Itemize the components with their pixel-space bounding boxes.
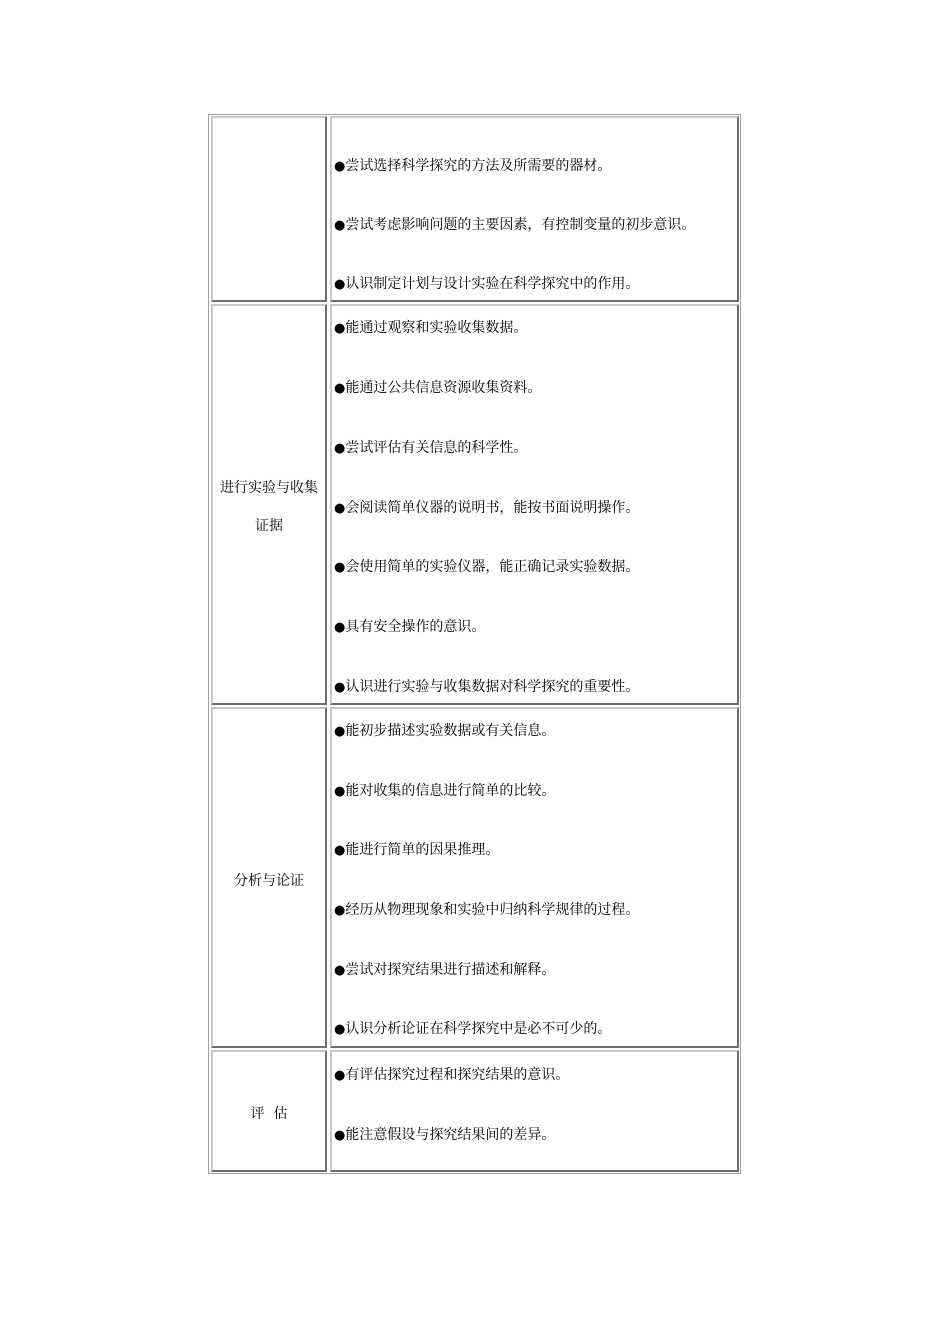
standards-table <box>208 114 741 1174</box>
bullet-icon: ● <box>334 1128 346 1143</box>
bullet-icon: ● <box>334 843 346 858</box>
item-text: 能进行简单的因果推理。 <box>345 842 500 858</box>
list-item <box>334 781 555 802</box>
item-text: 能通过观察和实验收集数据。 <box>345 320 528 336</box>
row-label-cell <box>211 707 327 1048</box>
item-text: 具有安全操作的意识。 <box>345 619 486 635</box>
row-label-cell <box>211 1050 327 1172</box>
list-item <box>334 557 639 578</box>
item-text: 有评估探究过程和探究结果的意识。 <box>345 1067 570 1083</box>
item-text: 能通过公共信息资源收集资料。 <box>345 380 542 396</box>
bullet-icon: ● <box>334 277 346 292</box>
row-label: 进行实验与收集 证据 <box>220 480 318 534</box>
item-text: 能注意假设与探究结果间的差异。 <box>345 1127 556 1143</box>
item-text: 会阅读简单仪器的说明书，能按书面说明操作。 <box>345 500 640 516</box>
list-item <box>334 156 611 177</box>
item-text: 尝试对探究结果进行描述和解释。 <box>345 962 556 978</box>
bullet-icon: ● <box>334 321 346 336</box>
item-text: 尝试评估有关信息的科学性。 <box>345 440 528 456</box>
row-content-cell <box>330 707 739 1048</box>
list-item <box>334 1125 555 1146</box>
row-content-cell <box>330 304 739 705</box>
bullet-icon: ● <box>334 159 346 174</box>
row-label: 评 估 <box>250 1106 288 1122</box>
bullet-icon: ● <box>334 963 346 978</box>
bullet-icon: ● <box>334 724 346 739</box>
bullet-icon: ● <box>334 784 346 799</box>
list-item <box>334 617 485 638</box>
list-item <box>334 1019 611 1040</box>
list-item <box>334 721 555 742</box>
bullet-icon: ● <box>334 560 346 575</box>
list-item <box>334 960 555 981</box>
list-item <box>334 318 527 339</box>
list-item <box>334 378 541 399</box>
item-text: 认识制定计划与设计实验在科学探究中的作用。 <box>345 276 640 292</box>
bullet-icon: ● <box>334 903 346 918</box>
list-item <box>334 840 499 861</box>
bullet-icon: ● <box>334 441 346 456</box>
item-text: 能对收集的信息进行简单的比较。 <box>345 783 556 799</box>
list-item <box>334 498 639 519</box>
item-text: 认识进行实验与收集数据对科学探究的重要性。 <box>345 679 640 695</box>
row-label-cell <box>211 116 327 302</box>
bullet-icon: ● <box>334 218 346 233</box>
item-text: 经历从物理现象和实验中归纳科学规律的过程。 <box>345 902 640 918</box>
item-text: 会使用简单的实验仪器，能正确记录实验数据。 <box>345 559 640 575</box>
list-item <box>334 900 639 921</box>
item-text: 认识分析论证在科学探究中是必不可少的。 <box>345 1021 612 1037</box>
row-label-cell <box>211 304 327 705</box>
list-item <box>334 274 639 295</box>
bullet-icon: ● <box>334 620 346 635</box>
bullet-icon: ● <box>334 1022 346 1037</box>
row-content-cell <box>330 1050 739 1172</box>
bullet-icon: ● <box>334 680 346 695</box>
bullet-icon: ● <box>334 501 346 516</box>
bullet-icon: ● <box>334 1068 346 1083</box>
item-text: 能初步描述实验数据或有关信息。 <box>345 723 556 739</box>
list-item <box>334 677 639 698</box>
list-item <box>334 1065 569 1086</box>
list-item <box>334 215 695 236</box>
list-item <box>334 438 527 459</box>
row-content-cell <box>330 116 739 302</box>
bullet-icon: ● <box>334 381 346 396</box>
item-text: 尝试选择科学探究的方法及所需要的器材。 <box>345 158 612 174</box>
row-label: 分析与论证 <box>234 873 304 889</box>
item-text: 尝试考虑影响问题的主要因素，有控制变量的初步意识。 <box>345 217 696 233</box>
